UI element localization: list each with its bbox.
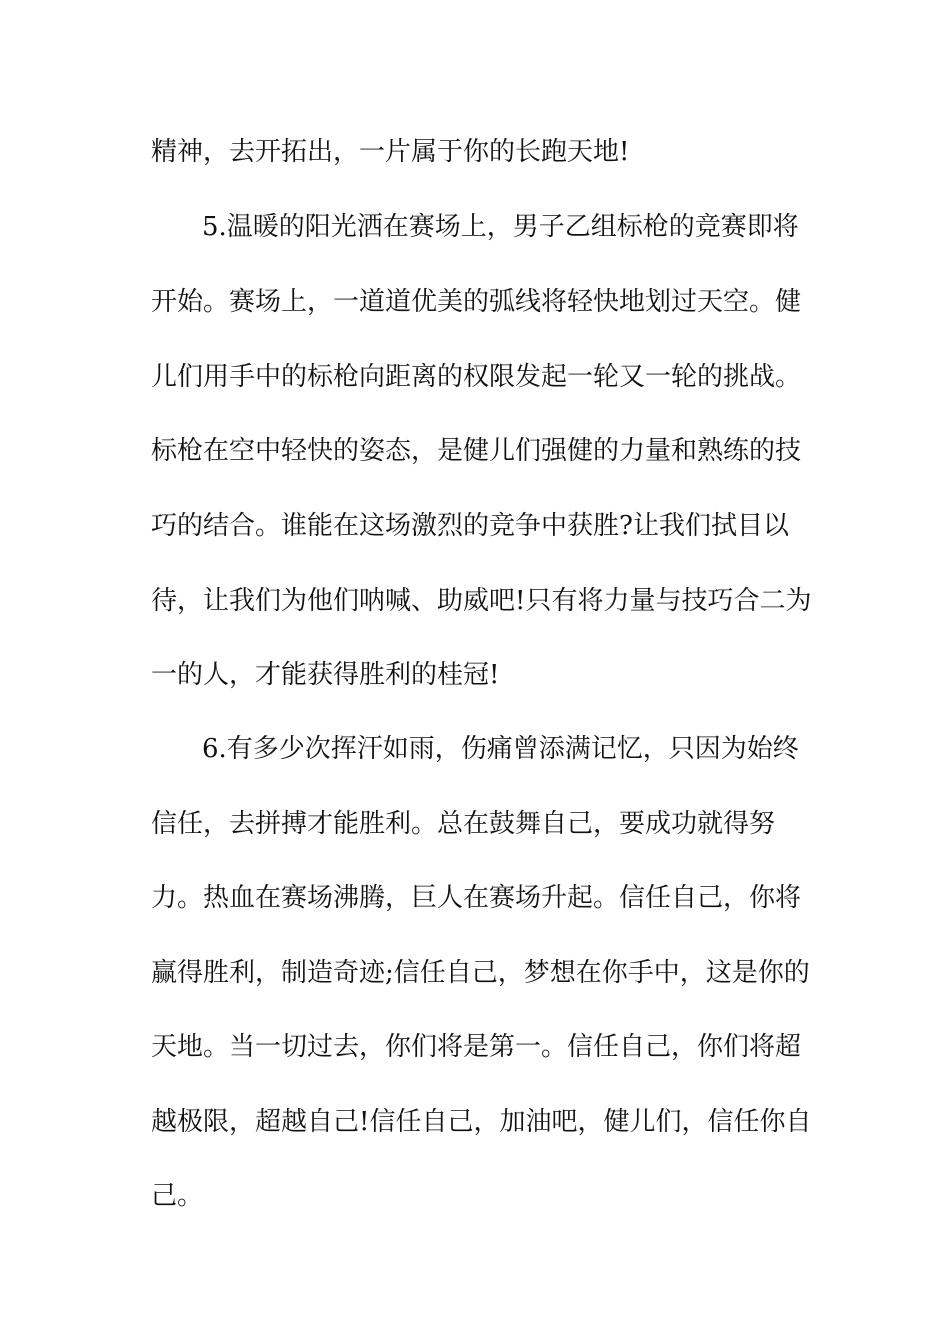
paragraph-line: 信任，去拼搏才能胜利。总在鼓舞自己，要成功就得努 [151,809,776,839]
paragraph-line: 赢得胜利，制造奇迹;信任自己，梦想在你手中，这是你的 [151,958,810,988]
paragraph-line: 己。 [151,1181,204,1211]
paragraph-line: 一的人，才能获得胜利的桂冠! [151,660,500,690]
paragraph-line: 力。热血在赛场沸腾，巨人在赛场升起。信任自己，你将 [151,883,802,913]
paragraph-line: 天地。当一切过去，你们将是第一。信任自己，你们将超 [151,1032,802,1062]
paragraph-line: 精神，去开拓出，一片属于你的长跑天地! [151,137,630,167]
paragraph-line: 开始。赛场上，一道道优美的弧线将轻快地划过天空。健 [151,287,802,317]
paragraph-line: 儿们用手中的标枪向距离的权限发起一轮又一轮的挑战。 [151,362,802,392]
paragraph-line: 6.有多少次挥汗如雨，伤痛曾添满记忆，只因为始终 [202,734,799,764]
paragraph-line: 巧的结合。谁能在这场激烈的竞争中获胜?让我们拭目以 [151,511,789,541]
paragraph-line: 标枪在空中轻快的姿态，是健儿们强健的力量和熟练的技 [151,436,802,466]
paragraph-line: 5.温暖的阳光洒在赛场上，男子乙组标枪的竞赛即将 [202,212,799,242]
paragraph-line: 待，让我们为他们呐喊、助威吧!只有将力量与技巧合二为 [151,586,812,616]
paragraph-line: 越极限，超越自己!信任自己，加油吧，健儿们，信任你自 [151,1107,812,1137]
